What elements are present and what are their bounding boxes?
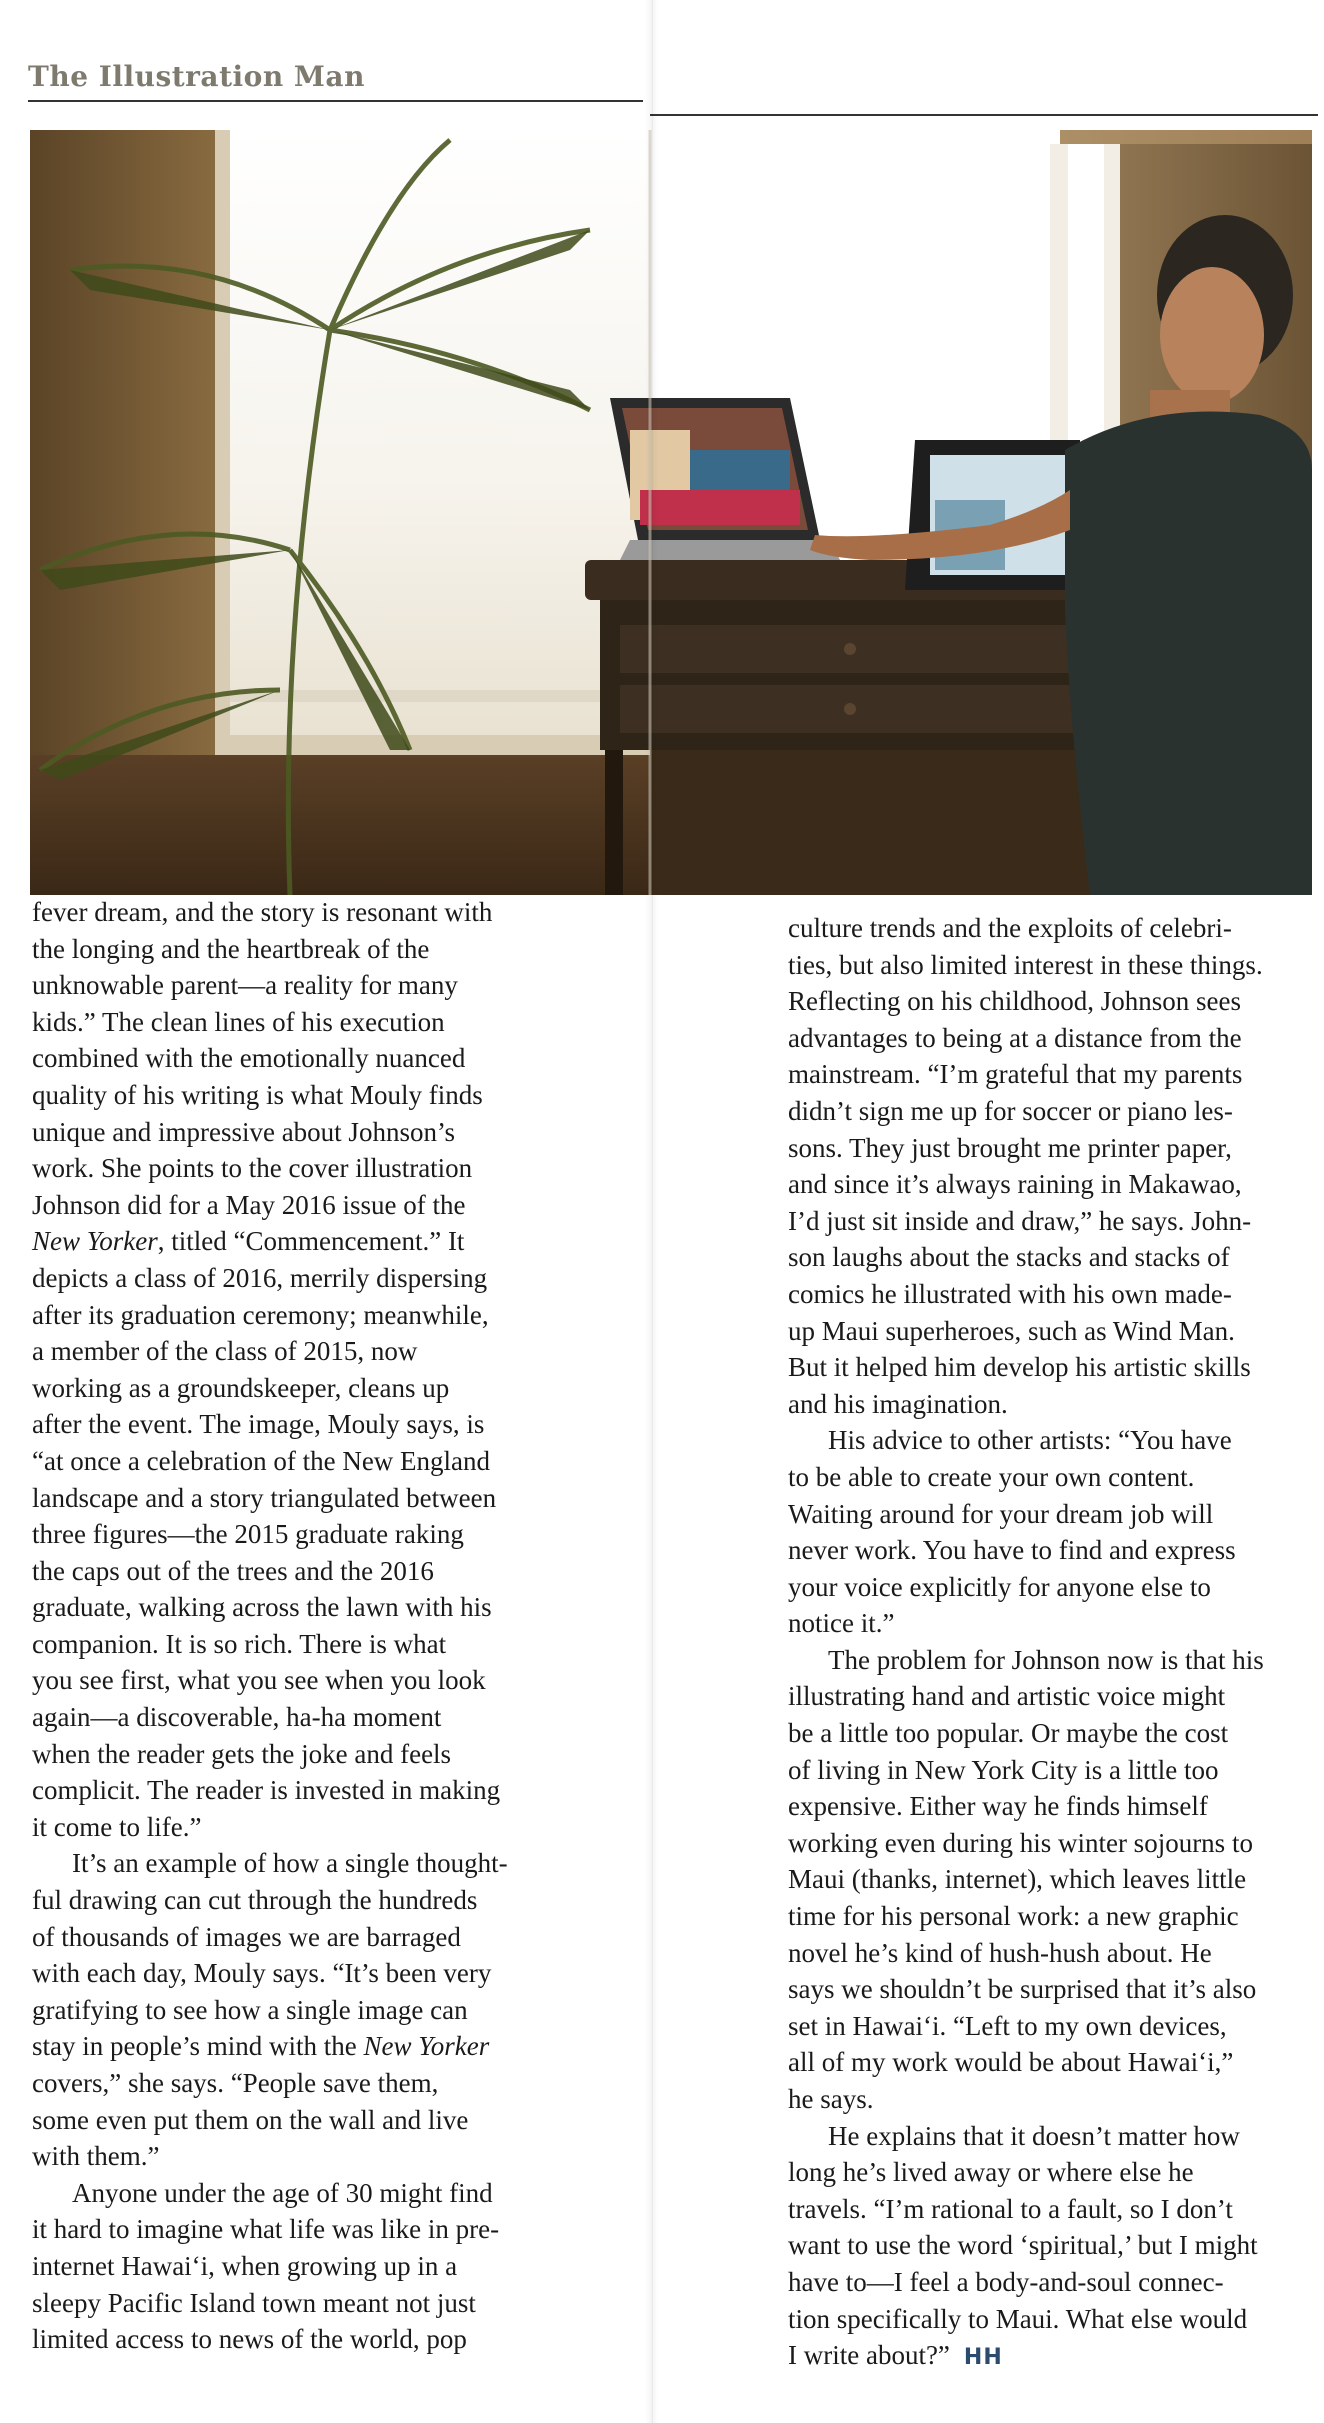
text-line: sleepy Pacific Island town meant not just <box>32 2287 476 2318</box>
text-line: comics he illustrated with his own made- <box>788 1278 1232 1309</box>
text-line: be a little too popular. Or maybe the cost <box>788 1718 1229 1749</box>
page-fold <box>645 0 659 2423</box>
text-line: of thousands of images we are barraged <box>32 1921 461 1952</box>
text-line: tion specifically to Maui. What else would <box>788 2303 1248 2334</box>
running-head: The Illustration Man <box>28 60 365 93</box>
text-line: some even put them on the wall and live <box>32 2104 469 2135</box>
text-line: a member of the class of 2015, now <box>32 1336 418 1367</box>
text-line: quality of his writing is what Mouly finds <box>32 1079 483 1110</box>
text-line: depicts a class of 2016, merrily dispersing <box>32 1262 488 1293</box>
text-line: Reflecting on his childhood, Johnson sees <box>788 986 1241 1017</box>
text-line: and his imagination. <box>788 1388 1008 1419</box>
text-line: working as a groundskeeper, cleans up <box>32 1372 450 1403</box>
text-line: and since it’s always raining in Makawao, <box>788 1169 1242 1200</box>
text-line: fever dream, and the story is resonant with <box>32 897 493 927</box>
text-line: with each day, Mouly says. “It’s been very <box>32 1958 492 1989</box>
photo-artist-at-desk <box>30 130 1312 895</box>
text-line: stay in people’s mind with the New Yorker <box>32 2031 490 2062</box>
text-line: three figures—the 2015 graduate raking <box>32 1519 464 1550</box>
text-line: covers,” she says. “People save them, <box>32 2068 439 2098</box>
text-line: mainstream. “I’m grateful that my parents <box>788 1059 1243 1090</box>
text-line: combined with the emotionally nuanced <box>32 1043 466 1074</box>
text-line: sons. They just brought me printer paper, <box>788 1132 1232 1163</box>
text-line: long he’s lived away or where else he <box>788 2157 1194 2188</box>
text-line: internet Hawai‘i, when growing up in a <box>32 2250 458 2281</box>
text-line: He explains that it doesn’t matter how <box>828 2120 1240 2151</box>
text-line: never work. You have to find and express <box>788 1535 1236 1566</box>
text-line: limited access to news of the world, pop <box>32 2324 467 2355</box>
text-line: Waiting around for your dream job will <box>788 1498 1214 1529</box>
right-text-column <box>788 910 1308 2374</box>
text-line: it hard to imagine what life was like in pre- <box>32 2214 500 2245</box>
text-line: I’d just sit inside and draw,” he says. John- <box>788 1205 1252 1236</box>
text-line: complicit. The reader is invested in making <box>32 1775 501 1806</box>
text-line: to be able to create your own content. <box>788 1461 1195 1492</box>
text-line: kids.” The clean lines of his execution <box>32 1006 445 1037</box>
text-line: with them.” <box>32 2141 160 2172</box>
text-line: when the reader gets the joke and feels <box>32 1738 452 1769</box>
text-line: New Yorker, titled “Commencement.” It <box>32 1226 465 1257</box>
text-line: work. She points to the cover illustration <box>32 1153 473 1184</box>
text-line: working even during his winter sojourns to <box>788 1827 1253 1858</box>
text-line: he says. <box>788 2084 874 2114</box>
text-line: you see first, what you see when you look <box>32 1665 486 1696</box>
text-line: son laughs about the stacks and stacks of <box>788 1242 1230 1273</box>
text-line: advantages to being at a distance from the <box>788 1022 1242 1053</box>
text-line: Johnson did for a May 2016 issue of the <box>32 1189 466 1220</box>
text-line: the longing and the heartbreak of the <box>32 933 430 964</box>
text-line: time for his personal work: a new graphic <box>788 1901 1239 1932</box>
text-line: again—a discoverable, ha-ha moment <box>32 1702 442 1733</box>
text-line: all of my work would be about Hawai‘i,” <box>788 2047 1234 2078</box>
text-line: notice it.” <box>788 1608 895 1639</box>
text-line: ful drawing can cut through the hundreds <box>32 1885 478 1916</box>
text-line: graduate, walking across the lawn with his <box>32 1592 492 1623</box>
text-line: it come to life.” <box>32 1811 202 1842</box>
text-line: unknowable parent—a reality for many <box>32 970 458 1001</box>
text-line: culture trends and the exploits of celebri- <box>788 913 1232 943</box>
text-line: But it helped him develop his artistic skills <box>788 1352 1251 1383</box>
text-line: travels. “I’m rational to a fault, so I don’t <box>788 2193 1233 2224</box>
text-line: Maui (thanks, internet), which leaves little <box>788 1864 1247 1895</box>
text-line: Anyone under the age of 30 might find <box>72 2177 493 2208</box>
text-line: of living in New York City is a little too <box>788 1754 1219 1785</box>
author-signature: HH <box>963 2345 1003 2371</box>
text-line: The problem for Johnson now is that his <box>828 1644 1264 1675</box>
text-line: after the event. The image, Mouly says, is <box>32 1409 485 1440</box>
text-line: It’s an example of how a single thought- <box>72 1848 508 1879</box>
text-line: unique and impressive about Johnson’s <box>32 1116 455 1147</box>
left-text-column <box>32 894 572 2358</box>
text-line: “at once a celebration of the New England <box>32 1445 491 1476</box>
header-rule-left <box>28 100 643 102</box>
header-rule-right <box>650 114 1318 116</box>
text-line: after its graduation ceremony; meanwhile, <box>32 1299 489 1330</box>
text-line: want to use the word ‘spiritual,’ but I might <box>788 2230 1258 2261</box>
text-line: I write about?” HH <box>788 2340 1003 2371</box>
text-line: companion. It is so rich. There is what <box>32 1628 447 1659</box>
text-line: your voice explicitly for anyone else to <box>788 1571 1211 1602</box>
text-line: says we shouldn’t be surprised that it’s also <box>788 1974 1257 2005</box>
text-line: novel he’s kind of hush-hush about. He <box>788 1937 1212 1968</box>
text-line: ties, but also limited interest in these things. <box>788 949 1263 980</box>
text-line: the caps out of the trees and the 2016 <box>32 1555 434 1586</box>
text-line: up Maui superheroes, such as Wind Man. <box>788 1315 1235 1346</box>
text-line: illustrating hand and artistic voice might <box>788 1681 1226 1712</box>
text-line: have to—I feel a body-and-soul connec- <box>788 2266 1224 2297</box>
text-line: expensive. Either way he finds himself <box>788 1791 1208 1822</box>
text-line: His advice to other artists: “You have <box>828 1425 1232 1456</box>
text-line: didn’t sign me up for soccer or piano les- <box>788 1095 1233 1126</box>
text-line: set in Hawai‘i. “Left to my own devices, <box>788 2010 1227 2041</box>
text-line: landscape and a story triangulated between <box>32 1482 497 1513</box>
text-line: gratifying to see how a single image can <box>32 1994 468 2025</box>
